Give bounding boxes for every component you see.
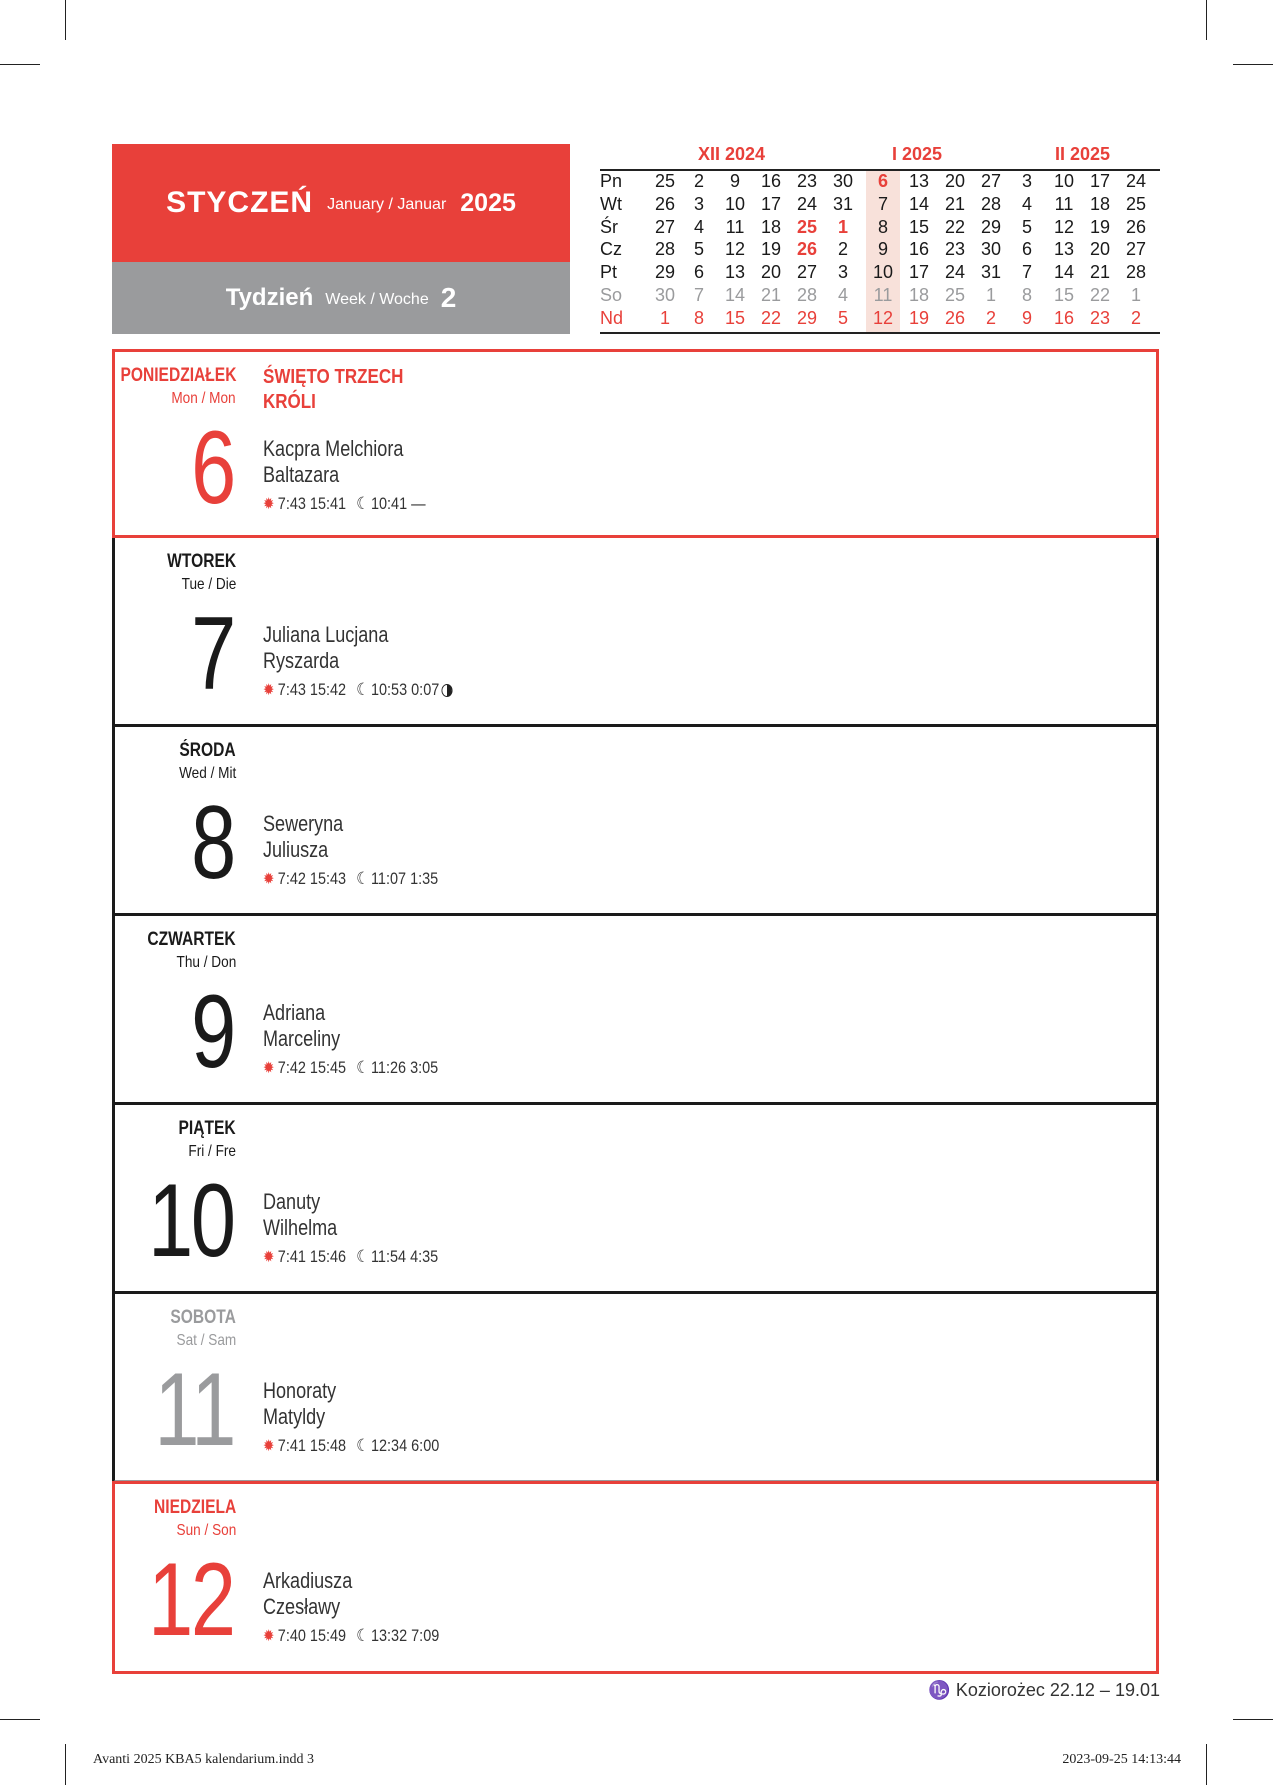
mini-date-cell: 6 — [877, 171, 888, 191]
name-day-line: Baltazara — [263, 462, 340, 487]
mini-date-cell: 18 — [1089, 193, 1111, 214]
mini-date-cell: 3 — [693, 193, 704, 214]
day-translation: Fri / Fre — [188, 1143, 236, 1160]
moon-icon: ☾ — [356, 680, 370, 699]
week-banner — [112, 262, 570, 334]
day-row[interactable] — [112, 1294, 1159, 1483]
mini-date-cell: 7 — [877, 193, 888, 214]
day-number: 8 — [191, 785, 234, 901]
mini-date-cell: 12 — [1053, 216, 1075, 237]
mini-date-cell: 29 — [796, 307, 818, 328]
month-name: STYCZEŃ — [166, 186, 314, 219]
mini-date-cell: 11 — [873, 285, 893, 305]
astro-times — [263, 1058, 438, 1078]
week-translation: Week / Woche — [325, 291, 429, 308]
day-number: 11 — [154, 1352, 234, 1468]
mini-date-cell: 16 — [760, 171, 782, 191]
day-translation: Mon / Mon — [171, 390, 236, 407]
mini-date-cell: 1 — [659, 307, 670, 328]
astro-times — [263, 869, 438, 889]
moon-phase-icon — [442, 684, 453, 697]
mini-week-row — [600, 262, 1160, 285]
mini-date-cell: 13 — [908, 171, 930, 191]
name-days — [263, 1378, 336, 1430]
holiday-name: ŚWIĘTO TRZECH KRÓLI — [263, 366, 404, 413]
mini-date-cell: 16 — [908, 239, 930, 260]
day-row[interactable] — [112, 1105, 1159, 1294]
day-translation: Wed / Mit — [178, 765, 236, 782]
mini-day-label: Nd — [600, 307, 624, 328]
mini-week-row — [600, 194, 1160, 217]
crop-mark — [65, 1744, 66, 1785]
moonrise-moonset: 10:53 0:07 — [370, 680, 440, 699]
moon-icon: ☾ — [356, 1436, 370, 1455]
mini-date-cell: 31 — [980, 262, 1002, 283]
sun-icon: ✹ — [263, 496, 275, 513]
mini-date-cell: 3 — [1021, 171, 1032, 191]
mini-date-cell: 27 — [980, 171, 1002, 191]
mini-date-cell: 28 — [980, 193, 1002, 214]
mini-date-cell: 23 — [796, 171, 818, 191]
mini-date-cell: 20 — [944, 171, 966, 191]
mini-date-cell: 4 — [693, 216, 704, 237]
mini-date-cell: 17 — [1089, 171, 1111, 191]
mini-date-cell: 6 — [1021, 239, 1032, 260]
mini-date-cell: 8 — [877, 216, 888, 237]
day-name: PIĄTEK — [178, 1118, 236, 1139]
crop-mark — [0, 1719, 40, 1720]
mini-date-cell: 23 — [944, 239, 966, 260]
mini-date-cell: 30 — [980, 239, 1002, 260]
week-label: Tydzień — [225, 284, 314, 311]
day-row[interactable] — [112, 538, 1159, 727]
sun-icon: ✹ — [263, 1628, 275, 1645]
mini-date-cell: 5 — [1021, 216, 1032, 237]
day-row[interactable] — [112, 349, 1159, 538]
name-day-line: Marceliny — [263, 1026, 341, 1051]
mini-day-label: Pn — [600, 171, 623, 191]
day-number: 9 — [191, 974, 234, 1090]
mini-date-cell: 30 — [654, 285, 676, 305]
mini-date-cell: 21 — [944, 193, 966, 214]
astro-times — [263, 494, 426, 514]
name-day-line: Matyldy — [263, 1404, 326, 1429]
mini-date-cell: 22 — [760, 307, 782, 328]
mini-date-cell: 7 — [1021, 262, 1032, 283]
mini-date-cell: 10 — [872, 262, 894, 283]
capricorn-icon: ♑ — [928, 1680, 951, 1700]
day-name: CZWARTEK — [147, 929, 236, 950]
mini-date-cell: 3 — [837, 262, 848, 283]
crop-mark — [1233, 1719, 1273, 1720]
astro-times — [263, 1247, 438, 1267]
mini-calendar — [600, 140, 1160, 335]
mini-date-cell: 9 — [729, 171, 740, 191]
astro-times — [263, 1436, 439, 1456]
month-translation: January / Januar — [327, 196, 447, 213]
mini-date-cell: 14 — [908, 193, 930, 214]
mini-date-cell: 26 — [944, 307, 966, 328]
sun-icon: ✹ — [263, 871, 275, 888]
mini-day-label: Pt — [600, 262, 618, 283]
mini-date-cell: 27 — [796, 262, 818, 283]
mini-week-row — [600, 239, 1160, 262]
mini-day-label: Śr — [600, 216, 618, 237]
astro-times — [263, 1626, 439, 1646]
astro-times — [263, 680, 453, 700]
mini-date-cell: 13 — [1053, 239, 1075, 260]
sun-icon: ✹ — [263, 1249, 275, 1266]
name-day-line: Czesławy — [263, 1594, 341, 1619]
mini-date-cell: 26 — [654, 193, 676, 214]
sun-icon: ✹ — [263, 1438, 275, 1455]
mini-date-cell: 18 — [760, 216, 782, 237]
mini-week-row — [600, 171, 1160, 194]
mini-date-cell: 8 — [693, 307, 704, 328]
day-row[interactable] — [112, 727, 1159, 916]
moon-icon: ☾ — [356, 1058, 370, 1077]
day-row[interactable] — [112, 916, 1159, 1105]
day-translation: Sat / Sam — [176, 1332, 236, 1349]
sunrise-sunset: 7:40 15:49 — [277, 1626, 347, 1645]
zodiac-text: Koziorożec 22.12 – 19.01 — [955, 1680, 1160, 1700]
mini-date-cell: 25 — [654, 171, 676, 191]
mini-week-row — [600, 285, 1160, 308]
moonrise-moonset: 13:32 7:09 — [370, 1626, 440, 1645]
name-days — [263, 1189, 337, 1241]
day-number: 10 — [148, 1163, 234, 1279]
day-translation: Thu / Don — [176, 954, 236, 971]
name-day-line: Juliana Lucjana — [263, 622, 389, 647]
moon-icon: ☾ — [356, 1247, 370, 1266]
mini-month-header: II 2025 — [1055, 144, 1111, 164]
sun-icon: ✹ — [263, 682, 275, 699]
name-day-line: Seweryna — [263, 811, 344, 836]
mini-date-cell: 7 — [693, 285, 704, 305]
mini-day-label: Cz — [600, 239, 622, 260]
mini-date-cell: 20 — [1089, 239, 1111, 260]
mini-date-cell: 22 — [1089, 285, 1111, 305]
mini-date-cell: 29 — [654, 262, 676, 283]
sunrise-sunset: 7:42 15:43 — [277, 869, 347, 888]
crop-mark — [0, 64, 40, 65]
mini-month-header: XII 2024 — [698, 144, 766, 164]
moonrise-moonset: 11:07 1:35 — [370, 869, 439, 888]
moonrise-moonset: 11:54 4:35 — [370, 1247, 439, 1266]
mini-date-cell: 4 — [1021, 193, 1032, 214]
mini-date-cell: 27 — [654, 216, 676, 237]
mini-date-cell: 1 — [1130, 285, 1141, 305]
mini-date-cell: 12 — [872, 307, 894, 328]
week-number: 2 — [440, 282, 457, 313]
day-name: ŚRODA — [179, 740, 236, 761]
mini-date-cell: 17 — [760, 193, 782, 214]
moon-icon: ☾ — [356, 494, 370, 513]
mini-date-cell: 5 — [837, 307, 848, 328]
footer-filename: Avanti 2025 KBA5 kalendarium.indd 3 — [93, 1752, 314, 1767]
mini-date-cell: 10 — [724, 193, 746, 214]
mini-date-cell: 24 — [796, 193, 818, 214]
name-days — [263, 436, 403, 488]
mini-date-cell: 29 — [980, 216, 1002, 237]
name-day-line: Juliusza — [263, 837, 329, 862]
mini-date-cell: 21 — [760, 285, 782, 305]
mini-date-cell: 19 — [760, 239, 782, 260]
name-days — [263, 1568, 352, 1620]
footer-timestamp: 2023-09-25 14:13:44 — [1062, 1752, 1181, 1767]
sunrise-sunset: 7:41 15:48 — [277, 1436, 347, 1455]
name-day-line: Arkadiusza — [263, 1568, 353, 1593]
mini-date-cell: 19 — [1089, 216, 1111, 237]
mini-divider — [600, 332, 1160, 334]
mini-date-cell: 28 — [796, 285, 818, 305]
mini-date-cell: 10 — [1053, 171, 1075, 191]
crop-mark — [1206, 1744, 1207, 1785]
day-translation: Sun / Son — [176, 1522, 236, 1539]
mini-date-cell: 27 — [1125, 239, 1147, 260]
day-name: PONIEDZIAŁEK — [120, 365, 236, 386]
mini-date-cell: 28 — [654, 239, 676, 260]
mini-date-cell: 8 — [1021, 285, 1032, 305]
name-day-line: Kacpra Melchiora — [263, 436, 404, 461]
mini-date-cell: 15 — [908, 216, 930, 237]
sun-icon: ✹ — [263, 1060, 275, 1077]
mini-date-cell: 15 — [724, 307, 746, 328]
mini-week-row — [600, 308, 1160, 331]
moon-icon: ☾ — [356, 1626, 370, 1645]
mini-date-cell: 26 — [796, 239, 818, 260]
mini-month-header: I 2025 — [892, 144, 943, 164]
day-name: WTOREK — [167, 551, 236, 572]
mini-date-cell: 11 — [1054, 193, 1074, 214]
name-days — [263, 622, 388, 674]
month-banner — [112, 144, 570, 262]
day-number: 6 — [191, 410, 234, 526]
mini-date-cell: 23 — [1089, 307, 1111, 328]
mini-date-cell: 25 — [944, 285, 966, 305]
moonrise-moonset: 10:41 — — [370, 494, 426, 513]
sunrise-sunset: 7:43 15:42 — [277, 680, 347, 699]
mini-day-label: Wt — [600, 193, 622, 214]
zodiac-note — [928, 1680, 1160, 1701]
mini-date-cell: 22 — [944, 216, 966, 237]
mini-date-cell: 1 — [985, 285, 996, 305]
mini-date-cell: 15 — [1053, 285, 1075, 305]
mini-date-cell: 13 — [724, 262, 746, 283]
mini-date-cell: 24 — [1125, 171, 1147, 191]
month-year: 2025 — [460, 188, 516, 217]
mini-date-cell: 30 — [832, 171, 854, 191]
mini-date-cell: 31 — [832, 193, 854, 214]
crop-mark — [1233, 64, 1273, 65]
mini-date-cell: 28 — [1125, 262, 1147, 283]
mini-date-cell: 1 — [837, 216, 848, 237]
name-day-line: Danuty — [263, 1189, 321, 1214]
mini-date-cell: 20 — [760, 262, 782, 283]
mini-date-cell: 2 — [837, 239, 848, 260]
mini-date-cell: 2 — [693, 171, 704, 191]
mini-date-cell: 24 — [944, 262, 966, 283]
name-day-line: Ryszarda — [263, 648, 340, 673]
mini-date-cell: 5 — [693, 239, 704, 260]
name-day-line: Honoraty — [263, 1378, 337, 1403]
mini-date-cell: 14 — [1053, 262, 1075, 283]
mini-date-cell: 26 — [1125, 216, 1147, 237]
mini-date-cell: 21 — [1089, 262, 1111, 283]
day-name: SOBOTA — [170, 1307, 236, 1328]
mini-date-cell: 9 — [1021, 307, 1032, 328]
mini-date-cell: 9 — [877, 239, 888, 260]
mini-date-cell: 6 — [693, 262, 704, 283]
moon-icon: ☾ — [356, 869, 370, 888]
moonrise-moonset: 12:34 6:00 — [370, 1436, 440, 1455]
sunrise-sunset: 7:43 15:41 — [277, 494, 347, 513]
name-day-line: Wilhelma — [263, 1215, 338, 1240]
mini-date-cell: 14 — [724, 285, 746, 305]
day-translation: Tue / Die — [181, 576, 236, 593]
crop-mark — [1206, 0, 1207, 40]
sunrise-sunset: 7:41 15:46 — [277, 1247, 347, 1266]
moonrise-moonset: 11:26 3:05 — [370, 1058, 439, 1077]
mini-date-cell: 2 — [1130, 307, 1141, 328]
mini-date-cell: 4 — [837, 285, 848, 305]
day-number: 7 — [191, 596, 234, 712]
sunrise-sunset: 7:42 15:45 — [277, 1058, 347, 1077]
day-row[interactable] — [112, 1481, 1159, 1674]
mini-date-cell: 2 — [985, 307, 996, 328]
mini-week-row — [600, 217, 1160, 240]
day-number: 12 — [148, 1542, 234, 1658]
name-days — [263, 811, 343, 863]
mini-date-cell: 11 — [725, 216, 745, 237]
mini-date-cell: 25 — [1125, 193, 1147, 214]
mini-date-cell: 25 — [796, 216, 818, 237]
mini-date-cell: 16 — [1053, 307, 1075, 328]
mini-date-cell: 19 — [908, 307, 930, 328]
day-name: NIEDZIELA — [153, 1497, 236, 1518]
name-days — [263, 1000, 340, 1052]
mini-date-cell: 17 — [908, 262, 930, 283]
name-day-line: Adriana — [263, 1000, 326, 1025]
mini-date-cell: 12 — [724, 239, 746, 260]
mini-date-cell: 18 — [908, 285, 930, 305]
crop-mark — [65, 0, 66, 40]
mini-day-label: So — [600, 285, 623, 305]
